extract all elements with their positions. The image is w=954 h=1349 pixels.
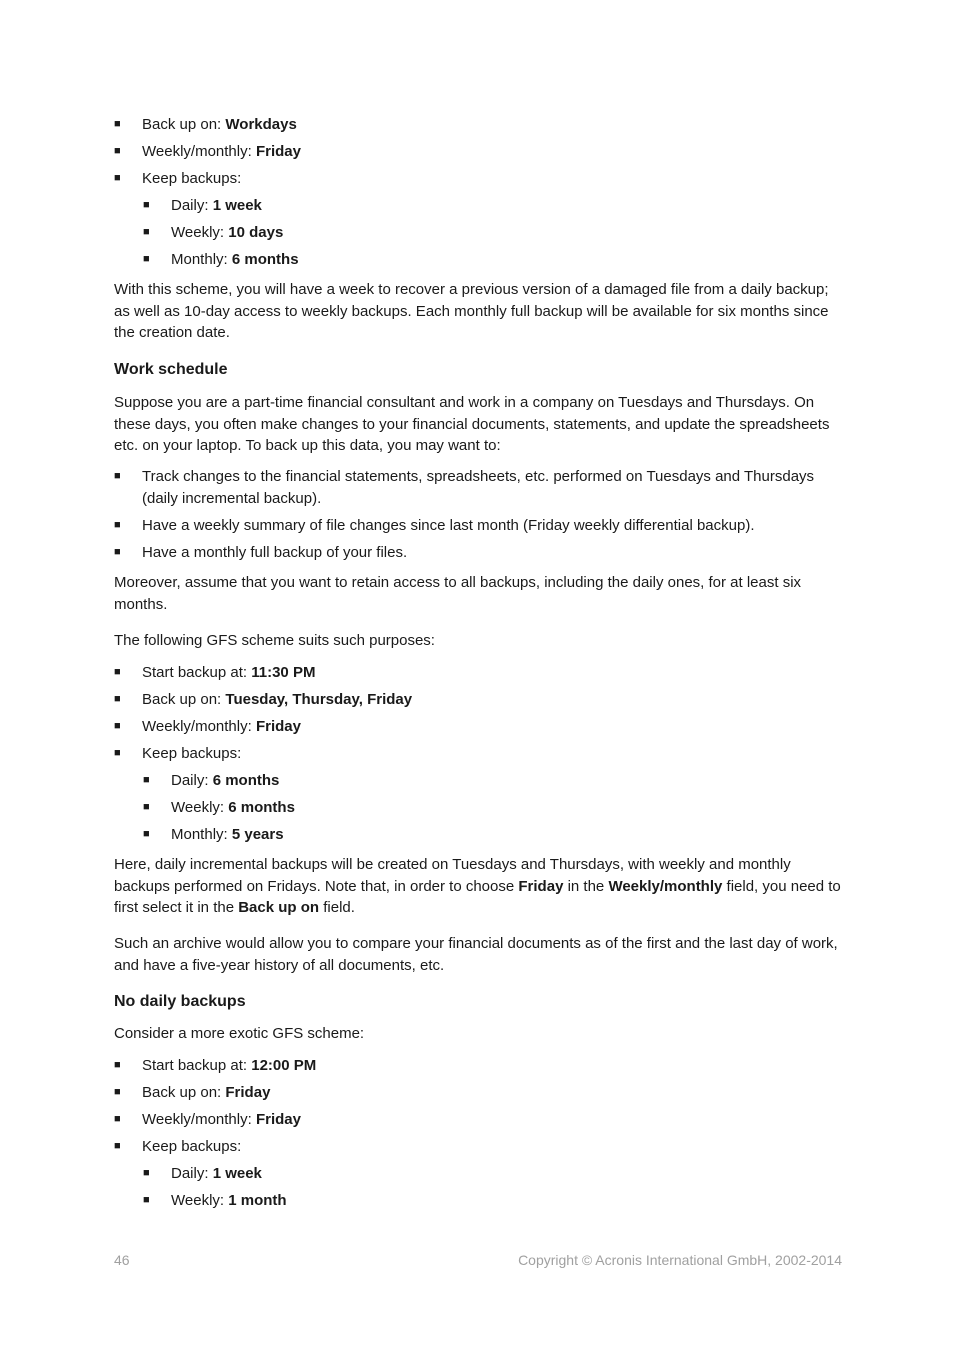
sub-list-item: ■ Weekly: 10 days: [114, 222, 842, 244]
sub-list-item: ■ Monthly: 6 months: [114, 249, 842, 271]
schedule-list-a: [114, 114, 842, 276]
square-bullet-icon: ■: [114, 172, 121, 184]
square-bullet-icon: ■: [114, 1086, 121, 1098]
list-item: ■ Keep backups:: [114, 743, 842, 765]
paragraph-such: Such an archive would allow you to compare your financial documents as of the first and the last day of work, and have a five-year history of all documents, etc.: [114, 935, 838, 974]
square-bullet-icon: ■: [143, 774, 150, 786]
square-bullet-icon: ■: [143, 828, 150, 840]
paragraph-consider: Consider a more exotic GFS scheme:: [114, 1025, 365, 1042]
list-item: ■ Track changes to the financial statements, spreadsheets, etc. performed on Tuesdays and Thursdays (daily incremental backup).: [114, 468, 815, 507]
heading-no-daily-backups: No daily backups: [114, 993, 246, 1010]
square-bullet-icon: ■: [114, 1140, 121, 1152]
sub-list-item: ■ Weekly: 6 months: [114, 797, 842, 819]
list-item: ■ Keep backups:: [114, 168, 842, 190]
square-bullet-icon: ■: [143, 801, 150, 813]
paragraph-scheme-summary: With this scheme, you will have a week to recover a previous version of a damaged file from a daily backup; as well as 10-day access to weekly backups. Each monthly full backup will be available for six months since the creation date.: [114, 281, 829, 341]
schedule-list-b: [114, 662, 842, 851]
square-bullet-icon: ■: [143, 253, 150, 265]
paragraph-moreover: Moreover, assume that you want to retain access to all backups, including the daily ones, for at least six months.: [114, 574, 802, 613]
list-item: ■ Have a monthly full backup of your files.: [114, 542, 842, 564]
square-bullet-icon: ■: [143, 226, 150, 238]
list-item: ■ Start backup at: 11:30 PM: [114, 662, 842, 684]
square-bullet-icon: ■: [114, 470, 121, 482]
paragraph-here: Here, daily incremental backups will be created on Tuesdays and Thursdays, with weekly and monthly backups performed on Fridays. Note that, in order to choose Friday in the Weekly/monthly field, you need to first select it in the Back up on field.: [114, 856, 841, 916]
square-bullet-icon: ■: [143, 199, 150, 211]
list-item: ■ Have a weekly summary of file changes since last month (Friday weekly differential backup).: [114, 515, 842, 537]
list-item: ■ Keep backups:: [114, 1136, 842, 1158]
schedule-list-c: [114, 1055, 842, 1217]
list-item: ■ Back up on: Workdays: [114, 114, 842, 136]
list-item: ■ Back up on: Tuesday, Thursday, Friday: [114, 689, 842, 711]
sub-list-item: ■ Monthly: 5 years: [114, 824, 842, 846]
square-bullet-icon: ■: [114, 720, 121, 732]
sub-list-item: ■ Daily: 1 week: [114, 195, 842, 217]
list-item: ■ Weekly/monthly: Friday: [114, 141, 842, 163]
copyright-notice: Copyright © Acronis International GmbH, 2002-2014: [518, 1252, 842, 1268]
sub-list-item: ■ Weekly: 1 month: [114, 1190, 842, 1212]
square-bullet-icon: ■: [143, 1167, 150, 1179]
heading-work-schedule: Work schedule: [114, 361, 228, 378]
square-bullet-icon: ■: [114, 545, 121, 558]
page-number: 46: [114, 1252, 130, 1268]
square-bullet-icon: ■: [114, 518, 121, 531]
work-needs-list: [114, 466, 842, 569]
list-item: ■ Weekly/monthly: Friday: [114, 716, 842, 738]
list-item: ■ Back up on: Friday: [114, 1082, 842, 1104]
square-bullet-icon: ■: [114, 666, 121, 678]
square-bullet-icon: ■: [143, 1194, 150, 1206]
square-bullet-icon: ■: [114, 145, 121, 157]
paragraph-work-intro: Suppose you are a part-time financial consultant and work in a company on Tuesdays and Thursdays. On these days, you often make changes to your financial documents, statements, and update the spreadsheets etc. on your laptop. To back up this data, you may want to:: [114, 394, 830, 454]
square-bullet-icon: ■: [114, 118, 121, 130]
sub-list-item: ■ Daily: 6 months: [114, 770, 842, 792]
paragraph-following: The following GFS scheme suits such purposes:: [114, 632, 435, 649]
list-item: ■ Weekly/monthly: Friday: [114, 1109, 842, 1131]
square-bullet-icon: ■: [114, 1059, 121, 1071]
sub-list-item: ■ Daily: 1 week: [114, 1163, 842, 1185]
square-bullet-icon: ■: [114, 1113, 121, 1125]
square-bullet-icon: ■: [114, 693, 121, 705]
list-item: ■ Start backup at: 12:00 PM: [114, 1055, 842, 1077]
square-bullet-icon: ■: [114, 747, 121, 759]
